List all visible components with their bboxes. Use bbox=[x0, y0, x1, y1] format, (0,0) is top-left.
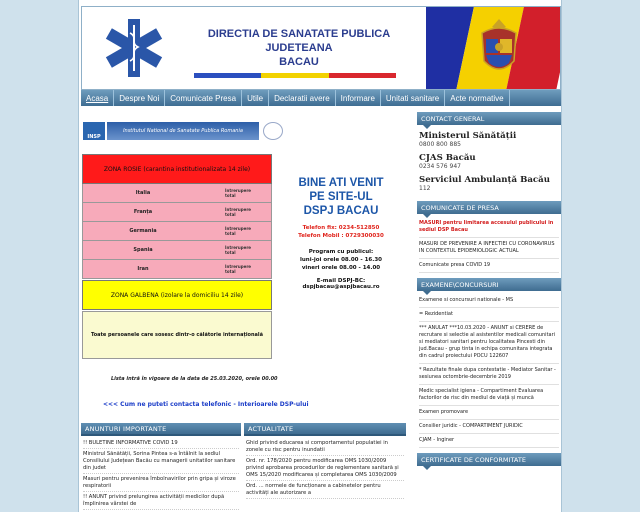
panel-actualitate bbox=[244, 423, 406, 505]
contact-name: Ministerul Sănătății bbox=[419, 131, 517, 141]
zone-country: Iran bbox=[137, 266, 149, 272]
contact-number: 0234 576 947 bbox=[419, 163, 461, 170]
welcome-title-line: BINE ATI VENIT bbox=[298, 177, 384, 189]
panel-title: ACTUALITATE bbox=[244, 423, 406, 436]
phone-mobile: Telefon Mobil : 0729300030 bbox=[298, 233, 384, 239]
site-title-line2: BACAU bbox=[279, 56, 319, 68]
program-weekdays: luni-joi orele 08.00 - 16.30 bbox=[299, 257, 382, 263]
insp-banner-text: Institutul National de Sanatate Publica Romania bbox=[107, 122, 259, 140]
nav-item-acte-normative[interactable]: Acte normative bbox=[445, 90, 509, 106]
list-item[interactable]: !! BULETINE INFORMATIVE COVID 19 bbox=[83, 440, 239, 449]
contact-number: 112 bbox=[419, 185, 431, 192]
zone-country: Germania bbox=[129, 228, 157, 234]
sidebar-title-contact: CONTACT GENERAL bbox=[417, 112, 561, 125]
zone-international-travel: Toate persoanele care sosesc dintr-o călătorie internațională bbox=[82, 311, 272, 359]
program-title: Program cu publicul: bbox=[308, 249, 374, 255]
stripe-blue bbox=[194, 73, 261, 78]
list-item[interactable]: Comunicate presa COVID 19 bbox=[419, 262, 559, 273]
contact-email[interactable]: E-mail DSPJ-BC: dspjbacau@aspjbacau.ro bbox=[302, 278, 380, 290]
list-item[interactable]: Ord. ... normele de funcționare a cabinetelor pentru activități ale autorizare a bbox=[246, 483, 404, 499]
list-item[interactable]: Examen promovare bbox=[419, 409, 559, 420]
table-row bbox=[82, 184, 272, 203]
tricolor-stripe bbox=[194, 73, 396, 78]
table-row bbox=[82, 222, 272, 241]
list-item[interactable]: *** ANULAT ***10.03.2020 - ANUNT si CERERE de recrutare si selectie al asistentilor medicali comunitari si mediatori sanitari pentru localitatea Pincesti din jud.Bacau - grup tinta in echipa comunitara integrata din cadrul proiectului POCU 122607 bbox=[419, 325, 559, 364]
sidebar-title-examene: EXAMENE\CONCURSURI bbox=[417, 278, 561, 291]
nav-item-informare[interactable]: Informare bbox=[336, 90, 381, 106]
zone-country: Spania bbox=[133, 247, 153, 253]
site-title bbox=[178, 27, 420, 69]
table-row bbox=[82, 203, 272, 222]
zone-yellow-header: ZONA GALBENA (izolare la domiciliu 14 zile) bbox=[82, 280, 272, 310]
nav-item-declaratii-avere[interactable]: Declaratii avere bbox=[269, 90, 336, 106]
nav-item-comunicate-presa[interactable]: Comunicate Presa bbox=[165, 90, 242, 106]
stripe-yellow bbox=[261, 73, 328, 78]
cnsce-logo-icon bbox=[263, 122, 283, 140]
nav-item-acasa[interactable]: Acasa bbox=[81, 90, 114, 106]
list-item[interactable]: Consilier juridic - COMPARTIMENT JURIDIC bbox=[419, 423, 559, 434]
list-item[interactable]: * Rezultate finale dupa contestatie - Mediator Sanitar - sesiunea octombrie-decembrie 2019 bbox=[419, 367, 559, 385]
phone-fixed: Telefon fix: 0234-512850 bbox=[302, 225, 380, 231]
zone-note: Intrerupere total bbox=[225, 245, 252, 255]
contact-number: 0800 800 885 bbox=[419, 141, 461, 148]
welcome-block bbox=[279, 176, 403, 290]
zone-note: Intrerupere total bbox=[225, 226, 252, 236]
nav-item-unitati-sanitare[interactable]: Unitati sanitare bbox=[381, 90, 445, 106]
list-item[interactable]: Masuri pentru prevenirea îmbolnavirilor prin gripa și viroze respiratorii bbox=[83, 476, 239, 492]
contact-name: Serviciul Ambulanță Bacău bbox=[419, 175, 550, 185]
site-title-line1: DIRECTIA DE SANATATE PUBLICA JUDETEANA bbox=[207, 28, 391, 54]
welcome-title-line: DSPJ BACAU bbox=[303, 205, 379, 217]
zone-red-header: ZONA ROSIE (carantina institutionalizata 14 zile) bbox=[82, 154, 272, 184]
insp-banner[interactable] bbox=[83, 120, 283, 142]
list-item[interactable]: MASURI DE PREVENIRE A INFECTIEI CU CORONAVIRUS IN CONTEXTUL EPIDEMIOLOGIC ACTUAL bbox=[419, 241, 559, 259]
table-row bbox=[82, 241, 272, 260]
contact-name: CJAS Bacău bbox=[419, 153, 476, 163]
zone-country: Franța bbox=[133, 209, 153, 215]
list-item[interactable]: Medic specialist igiena - Compartiment Evaluarea factorilor de risc din mediul de viață și muncă bbox=[419, 388, 559, 406]
page bbox=[78, 0, 562, 512]
list-item[interactable]: Ministrul Sănătății, Sorina Pintea s-a întâlnit la sediul Consiliului Județean Bacău cu managerii unitatilor sanitare din judet bbox=[83, 451, 239, 474]
nav-item-utile[interactable]: Utile bbox=[242, 90, 269, 106]
zone-note: Intrerupere total bbox=[225, 188, 252, 198]
list-item[interactable]: CJAM - Inginer bbox=[419, 437, 559, 448]
zone-country: Italia bbox=[135, 190, 151, 196]
list-item[interactable]: MASURI pentru limitarea accesului publicului in sediul DSP Bacau bbox=[419, 220, 559, 238]
list-item[interactable]: !! ANUNT privind prelungirea activității medicilor după împlinirea vârstei de bbox=[83, 494, 239, 510]
star-of-life-logo bbox=[104, 17, 164, 79]
sidebar bbox=[417, 112, 561, 466]
insp-logo: INSP bbox=[83, 122, 105, 140]
sidebar-title-certificate: CERTIFICATE DE CONFORMITATE bbox=[417, 453, 561, 466]
zone-note: Intrerupere total bbox=[225, 264, 252, 274]
program-friday: vineri orele 08.00 - 14.00 bbox=[301, 265, 381, 271]
travel-zones-table bbox=[82, 154, 272, 359]
phone-extensions-link[interactable]: <<< Cum ne puteti contacta telefonic - Interioarele DSP-ului bbox=[103, 401, 309, 408]
panel-title: ANUNTURI IMPORTANTE bbox=[81, 423, 241, 436]
list-item[interactable]: = Rezidentiat bbox=[419, 311, 559, 322]
welcome-title bbox=[279, 176, 403, 218]
site-header bbox=[81, 6, 561, 90]
stripe-red bbox=[329, 73, 396, 78]
nav-item-despre-noi[interactable]: Despre Noi bbox=[114, 90, 165, 106]
zone-note: Intrerupere total bbox=[225, 207, 252, 217]
list-item[interactable]: Ord. nr. 178/2020 pentru modificarea OMS 1030/2009 privind aprobarea procedurilor de reglementare sanitară și OMS 15/2020 modificarea și completarea OMS 1030/2009 bbox=[246, 458, 404, 481]
panel-anunturi bbox=[81, 423, 241, 512]
zones-validity-note: Lista intră în vigoare de la data de 25.03.2020, orele 00.00 bbox=[111, 376, 278, 382]
list-item[interactable]: Examene si concursuri nationale - MS bbox=[419, 297, 559, 308]
coat-of-arms-icon bbox=[476, 17, 522, 79]
welcome-title-line: PE SITE-UL bbox=[309, 191, 373, 203]
list-item[interactable]: Ghid privind educarea si comportamentul populatiei in zonele cu risc pentru inundatii bbox=[246, 440, 404, 456]
main-nav bbox=[81, 90, 561, 106]
table-row bbox=[82, 260, 272, 279]
sidebar-title-comunicate: COMUNICATE DE PRESA bbox=[417, 201, 561, 214]
